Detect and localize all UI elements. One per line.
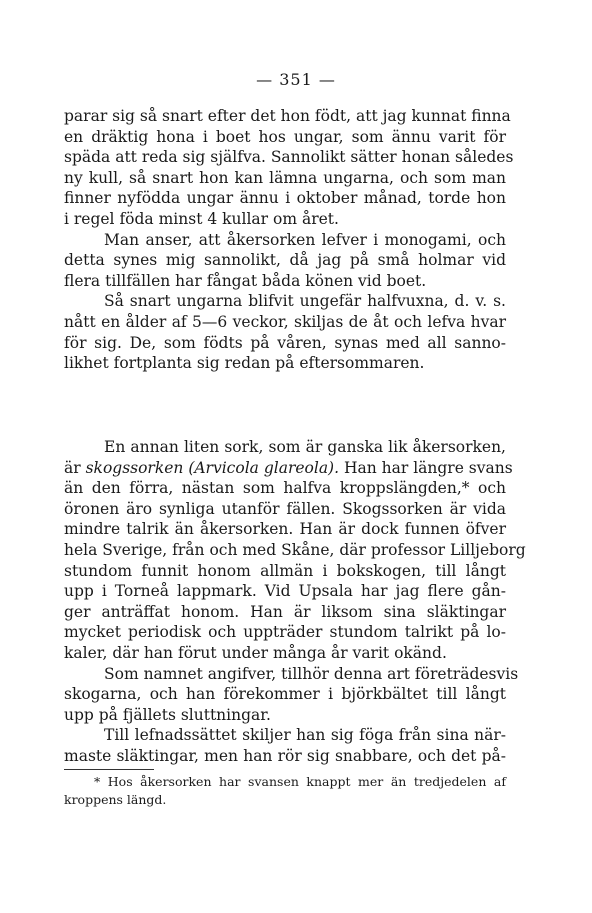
text-line: upp i Torneå lappmark. Vid Upsala har jag flere gån- xyxy=(64,582,506,601)
text-line: för sig. De, som födts på våren, synas med all sanno- xyxy=(64,333,506,352)
text-line: Som namnet angifver, tillhör denna art företrädesvis xyxy=(104,664,519,683)
text-line: en dräktig hona i boet hos ungar, som ännu varit för xyxy=(64,127,506,146)
text-line: flera tillfällen har fångat båda könen vid boet. xyxy=(64,271,427,290)
text-line: detta synes mig sannolikt, då jag på små holmar vid xyxy=(64,251,506,270)
text-line: än den förra, nästan som halfva kroppslängden,* och xyxy=(64,479,506,498)
text-line: mindre talrik än åkersorken. Han är dock funnen öfver xyxy=(64,520,506,539)
paragraph xyxy=(64,106,514,230)
paragraph xyxy=(64,230,506,292)
footnote-divider xyxy=(64,769,154,770)
text-line: kaler, där han förut under många år varit okänd. xyxy=(64,643,447,662)
text-line: maste släktingar, men han rör sig snabbare, och det på- xyxy=(64,746,506,765)
footnote-line: kroppens längd. xyxy=(64,792,167,807)
page-number: — 351 — xyxy=(256,70,336,89)
text-fragment: är xyxy=(64,458,81,477)
text-line: finner nyfödda ungar ännu i oktober månad, torde hon xyxy=(64,189,506,208)
text-section-top xyxy=(64,106,514,374)
text-line: mycket periodisk och uppträder stundom talrikt på lo- xyxy=(64,623,506,642)
text-line: upp på fjällets sluttningar. xyxy=(64,705,271,724)
text-line: späda att reda sig själfva. Sannolikt sätter honan således xyxy=(64,148,514,167)
text-section-bottom xyxy=(64,437,526,767)
paragraph xyxy=(64,664,519,726)
paragraph xyxy=(64,725,506,766)
text-line: stundom funnit honom allmän i bokskogen, till långt xyxy=(64,561,506,580)
text-line-mixed xyxy=(64,458,513,479)
text-line: ger anträffat honom. Han är liksom sina släktingar xyxy=(64,602,506,621)
footnote xyxy=(64,773,506,809)
text-line: i regel föda minst 4 kullar om året. xyxy=(64,209,339,228)
text-line: hela Sverige, från och med Skåne, där professor Lilljeborg xyxy=(64,540,526,559)
text-line: Så snart ungarna blifvit ungefär halfvuxna, d. v. s. xyxy=(104,292,506,311)
text-line: Till lefnadssättet skiljer han sig föga från sina när- xyxy=(104,726,506,745)
paragraph xyxy=(64,291,506,373)
text-fragment: Han har längre svans xyxy=(343,458,513,477)
footnote-line: * Hos åkersorken har svansen knappt mer än tredjedelen af xyxy=(94,774,506,789)
paragraph xyxy=(64,437,526,664)
text-line: En annan liten sork, som är ganska lik åkersorken, xyxy=(104,438,506,456)
species-name-italic: skogssorken (Arvicola glareola). xyxy=(85,458,340,477)
text-line: ny kull, så snart hon kan lämna ungarna, och som man xyxy=(64,168,506,187)
text-line: Man anser, att åkersorken lefver i monogami, och xyxy=(104,230,506,249)
text-line: skogarna, och han förekommer i björkbältet till långt xyxy=(64,685,506,704)
text-line: likhet fortplanta sig redan på eftersommaren. xyxy=(64,354,425,373)
text-line: öronen äro synliga utanför fällen. Skogssorken är vida xyxy=(64,499,506,518)
text-line: parar sig så snart efter det hon födt, att jag kunnat finna xyxy=(64,107,511,125)
text-line: nått en ålder af 5—6 veckor, skiljas de åt och lefva hvar xyxy=(64,312,506,331)
